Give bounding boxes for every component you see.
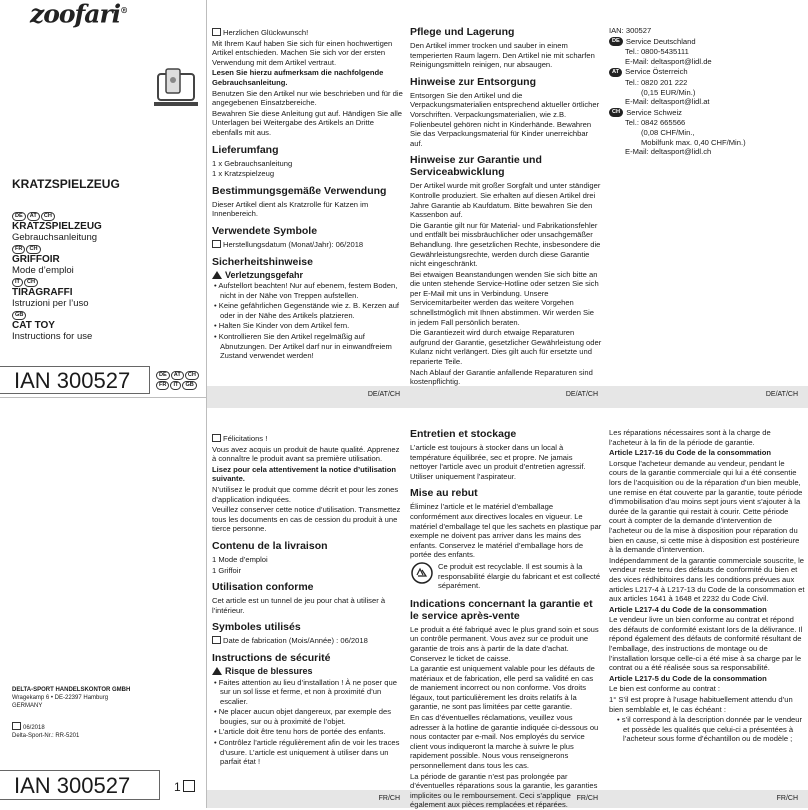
section-heading: Lieferumfang bbox=[212, 143, 279, 156]
footer-fr-1: FR/CH bbox=[378, 795, 400, 802]
factory-icon bbox=[212, 636, 221, 644]
ian-box: IAN 300527 bbox=[0, 366, 150, 394]
factory-icon bbox=[212, 240, 221, 248]
fr-column-3: Les réparations nécessaires sont à la charge de l’acheteur à la fin de la période de garantie. Article L217-16 du Code de la consommation Lorsque l’acheteur demande au vendeur, pendant le cours de la garantie commerciale qui lui a été consentie lors de l’acquisition ou de la réparation d’un bien meuble, une remise en état couverte par la garantie, toute période d’immobilisation d’au moins sept jours vient s’ajouter à la durée de la garantie qui restait à courir. Cette période court à compter de la demande d’intervention de l’acheteur ou de la mise à disposition pour réparation du bien en cause, si cette mise à disposition est postérieure à la demande d’intervention. Indépendamment de la garantie commerciale souscrite, le vendeur reste tenu des défauts de conformité du bien et des vices rédhibitoires dans les conditions prévues aux articles L217-4 à L217-13 du Code de la consommation et aux articles 1641 à 1648 et 2232 du Code Civil. Article L217-4 du Code de la consommation Le vendeur livre un bien conforme au contrat et répond des défauts de conformité existant lors de la délivrance. Il répond également des défauts de conformité résultant de l’emballage, des instructions de montage ou de l’installation lorsque celle-ci a été mise à sa charge par le contrat ou a été réalisée sous sa responsabilité. Article L217-5 du Code de la consommation Le bien est conforme au contrat : 1° S’il est propre à l’usage habituellement attendu d’un bien semblable et, le cas échéant : • s’il correspond à la description donnée par le vendeur et possède les qualités que celui-ci a présentées à l’acheteur sous forme d’échantillon ou de modèle ; bbox=[609, 428, 805, 744]
de-column-1: Herzlichen Glückwunsch! Mit Ihrem Kauf haben Sie sich für einen hochwertigen Artikel entschieden. Machen Sie sich vor der ersten Verwendung mit dem Artikel vertraut. Lesen Sie hierzu aufmerksam die nachfolgende Gebrauchsanleitung. Benutzen Sie den Artikel nur wie beschrieben und für die angegebenen Einsatzbereiche. Bewahren Sie diese Anleitung gut auf. Händigen Sie alle Unterlagen bei Weitergabe des Artikels an Dritte ebenfalls mit aus. Lieferumfang 1 x Gebrauchsanleitung 1 x Kratzspielzeug Bestimmungsgemäße Verwendung Dieser Artikel dient als Kratzrolle für Katzen im Innenbereich. Verwendete Symbole Herstellungsdatum (Monat/Jahr): 06/2018 Sicherheitshinweise Verletzungsgefahr • Aufstellort beachten! Nur auf ebenem, festem Boden, nicht in der Nähe von Treppen aufstellen. • Keine gefährlichen Gegenstände wie z. B. Kerzen auf oder in der Nähe des Artikels platzieren. • Halten Sie Kinder von dem Artikel fern. • Kontrollieren Sie den Artikel regelmäßig auf Abnutzungen. Der Artikel darf nur in einwandfreiem Zustand verwendet werden! bbox=[212, 28, 403, 361]
book-icon bbox=[212, 28, 221, 36]
fr-column-1: Félicitations ! Vous avez acquis un produit de haute qualité. Apprenez à connaître le produit avant sa première utilisation. Lisez pour cela attentivement la notice d’utilisation suivante. N’utilisez le produit que comme décrit et pour les zones d’application indiquées. Veuillez conserver cette notice d’utilisation. Transmettez tous les documents en cas de cession du produit à une tierce personne. Contenu de la livraison 1 Mode d’emploi 1 Griffoir Utilisation conforme Cet article est un tunnel de jeu pour chat à utiliser à l’intérieur. Symboles utilisés Date de fabrication (Mois/Année) : 06/2018 Instructions de sécurité Risque de blessures • Faites attention au lieu d’installation ! À ne poser que sur un sol lisse et ferme, et non à proximité d’un escalier. • Ne placer aucun objet dangereux, par exemple des bougies, sur ou à proximité de l’objet. • L’article doit être tenu hors de portée des enfants. • Contrôlez l’article régulièrement afin de voir les traces d’usure. L’article est uniquement à utiliser dans un parfait état ! bbox=[212, 434, 401, 767]
date-info: 06/2018 Delta-Sport-Nr.: RR-5201 bbox=[12, 722, 79, 740]
book-icon bbox=[212, 434, 221, 442]
company-address: DELTA-SPORT HANDELSKONTOR GMBH Wragekamp 6 • DE-22397 Hamburg GERMANY bbox=[12, 687, 131, 709]
calendar-icon bbox=[12, 722, 21, 730]
footer-de-3: DE/AT/CH bbox=[765, 391, 798, 398]
de-column-3: IAN: 300527 DE Service Deutschland Tel.: 0800-5435111 E-Mail: deltasport@lidl.de AT Service Österreich Tel.: 0820 201 222 (0,15 EUR/Min.) E-Mail: deltasport@lidl.at CH Service Schweiz Tel.: 0842 665566 (0,08 CHF/Min., Mobilfunk max. 0,40 CHF/Min.) E-Mail: deltasport@lidl.ch bbox=[609, 26, 746, 157]
qr-app-icon bbox=[152, 66, 200, 114]
footer-fr-2: FR/CH bbox=[576, 795, 598, 802]
ian-box-bottom: IAN 300527 bbox=[0, 770, 160, 800]
footer-fr-3: FR/CH bbox=[776, 795, 798, 802]
footer-de-2: DE/AT/CH bbox=[565, 391, 598, 398]
country-badges: DE AT CH FR IT GB bbox=[156, 370, 200, 390]
footer-de-1: DE/AT/CH bbox=[367, 391, 400, 398]
warning-icon bbox=[212, 271, 222, 279]
brand-logo: zoofari® bbox=[30, 0, 128, 29]
fr-column-2: Entretien et stockage L’article est toujours à stocker dans un local à température équilibrée, sec et propre. Ne jamais nettoyer l’article avec un produit d’entretien agressif. Utiliser uniquement l’aspirateur. Mise au rebut Éliminez l’article et le matériel d’emballage conformément aux directives locales en vigueur. Le matériel d’emballage tel que les sachets en plastique par exemple ne doivent pas arriver dans les mains des enfants. Conservez le matériel d’emballage hors de portée des enfants. Ce produit est recyclable. Il est soumis à la responsabilité élargie du fabricant et est collecté séparément. Indications concernant la garantie et le service après-vente Le produit a été fabriqué avec le plus grand soin et sous un contrôle permanent. Vous avez sur ce produit une garantie de trois ans à partir de la date d’achat. Conservez le ticket de caisse. La garantie est uniquement valable pour les défauts de matériaux et de fabrication, elle perd sa validité en cas de maniement incorrect ou non conforme. Vos droits légaux, tout particulièrement les droits relatifs à la garantie, ne sont pas limitées par cette garantie. En cas d’éventuelles réclamations, veuillez vous adresser à la hotline de garantie indiquée ci-dessous ou nous contacter par e-mail. Nos employés du service client vous indiqueront la marche à suivre le plus rapidement possible. Nous vous renseignerons personnellement dans tous les cas. La période de garantie n’est pas prolongée par d’éventuelles réparations sous la garantie, les garanties implicites ou le remboursement. Ceci s’applique également aux pièces remplacées et réparées. bbox=[410, 428, 602, 810]
de-column-2: Pflege und Lagerung Den Artikel immer trocken und sauber in einem temperierten Raum lagern. Den Artikel nie mit scharfen Reinigungsmitteln reinigen, nur absaugen. Hinweise zur Entsorgung Entsorgen Sie den Artikel und die Verpackungsmaterialien entsprechend aktueller örtlicher Vorschriften. Verpackungsmaterialien, wie z.B. Folienbeutel gehören nicht in Kinderhände. Bewahren Sie das Verpackungsmaterial für Kinder unerreichbar auf. Hinweise zur Garantie und Serviceabwicklung Der Artikel wurde mit großer Sorgfalt und unter ständiger Kontrolle produziert. Sie erhalten auf diesen Artikel drei Jahre Garantie ab Kaufdatum. Bitte bewahren Sie den Kassenbon auf. Die Garantie gilt nur für Material- und Fabrikationsfehler und entfällt bei missbräuchlicher oder unsachgemäßer Behandlung. Ihre gesetzlichen Rechte, insbesondere die Gewährleistungsrechte, werden durch diese Garantie nicht eingeschränkt. Bei etwaigen Beanstandungen wenden Sie sich bitte an die unten stehende Service-Hotline oder setzen Sie sich per E-Mail mit uns in Verbindung. Unsere Servicemitarbeiter werden das weitere Vorgehen schnellstmöglich mit Ihnen abstimmen. Wir werden Sie in jedem Fall persönlich beraten. Die Garantiezeit wird durch etwaige Reparaturen aufgrund der Garantie, gesetzlicher Gewährleistung oder Kulanz nicht verlängert. Dies gilt auch für ersetzte und reparierte Teile. Nach Ablauf der Garantie anfallende Reparaturen sind kostenpflichtig. bbox=[410, 26, 602, 387]
page-number: 1 bbox=[174, 780, 195, 793]
recycle-icon bbox=[410, 562, 434, 584]
warning-icon bbox=[212, 667, 222, 675]
cover-title: KRATZSPIELZEUG bbox=[12, 177, 120, 191]
language-list: DE AT CH KRATZSPIELZEUG Gebrauchsanleitung FR CH GRIFFOIR Mode d’emploi IT CH TIRAGRAFFI Istruzioni per l’uso GB CAT TOY Instructions for use bbox=[12, 212, 102, 342]
